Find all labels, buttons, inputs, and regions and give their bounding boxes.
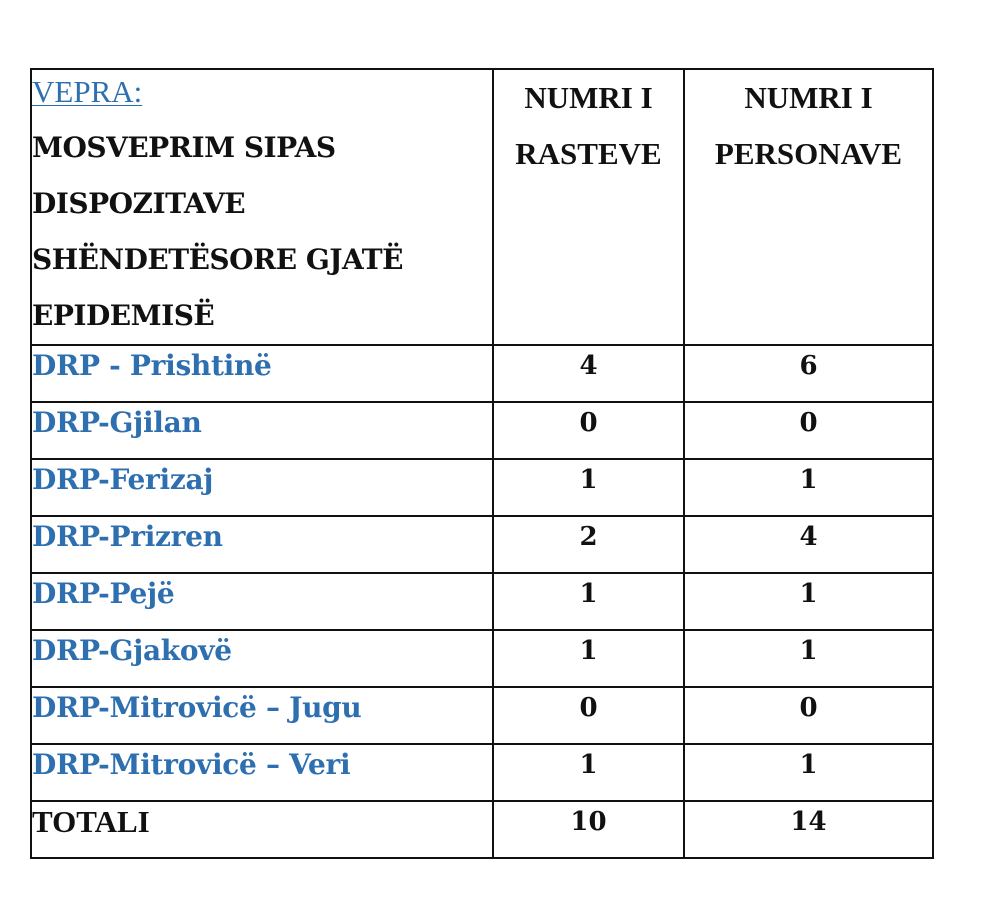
- cases-header-cell: [493, 69, 684, 345]
- persons-cell: 1: [684, 744, 933, 801]
- total-persons: 14: [684, 801, 933, 858]
- region-cell: DRP - Prishtinë: [31, 345, 493, 402]
- region-cell: DRP-Mitrovicë – Jugu: [31, 687, 493, 744]
- table-row: [31, 630, 933, 687]
- offense-line: DISPOZITAVE: [32, 187, 246, 220]
- region-cell: DRP-Pejë: [31, 573, 493, 630]
- persons-cell: 0: [684, 687, 933, 744]
- table-row: [31, 402, 933, 459]
- region-cell: DRP-Ferizaj: [31, 459, 493, 516]
- cases-cell: 1: [493, 459, 684, 516]
- persons-cell: 0: [684, 402, 933, 459]
- cases-cell: 0: [493, 687, 684, 744]
- table-header-row: [31, 69, 933, 345]
- offense-line: MOSVEPRIM SIPAS: [32, 131, 336, 164]
- persons-cell: 4: [684, 516, 933, 573]
- table-row: [31, 744, 933, 801]
- persons-cell: 1: [684, 459, 933, 516]
- offense-header-cell: [31, 69, 493, 345]
- persons-header-line: PERSONAVE: [714, 136, 903, 171]
- persons-cell: 6: [684, 345, 933, 402]
- total-cases: 10: [493, 801, 684, 858]
- offense-line: SHËNDETËSORE GJATË: [32, 243, 403, 276]
- cases-cell: 1: [493, 573, 684, 630]
- region-cell: DRP-Prizren: [31, 516, 493, 573]
- cases-table: [30, 68, 934, 859]
- total-label: TOTALI: [31, 801, 493, 858]
- persons-header-line: NUMRI I: [744, 80, 873, 115]
- cases-header-line: NUMRI I: [524, 80, 653, 115]
- region-cell: DRP-Gjakovë: [31, 630, 493, 687]
- offense-line: EPIDEMISË: [32, 299, 215, 332]
- cases-cell: 4: [493, 345, 684, 402]
- table-row: [31, 573, 933, 630]
- persons-cell: 1: [684, 573, 933, 630]
- cases-cell: 1: [493, 630, 684, 687]
- persons-cell: 1: [684, 630, 933, 687]
- table-row: [31, 345, 933, 402]
- table-row: [31, 687, 933, 744]
- region-cell: DRP-Gjilan: [31, 402, 493, 459]
- cases-header-line: RASTEVE: [515, 136, 662, 171]
- table-row: [31, 516, 933, 573]
- table-row: [31, 459, 933, 516]
- vepra-label: VEPRA:: [32, 74, 143, 109]
- cases-cell: 2: [493, 516, 684, 573]
- persons-header-cell: [684, 69, 933, 345]
- total-row: [31, 801, 933, 858]
- cases-cell: 0: [493, 402, 684, 459]
- region-cell: DRP-Mitrovicë – Veri: [31, 744, 493, 801]
- cases-cell: 1: [493, 744, 684, 801]
